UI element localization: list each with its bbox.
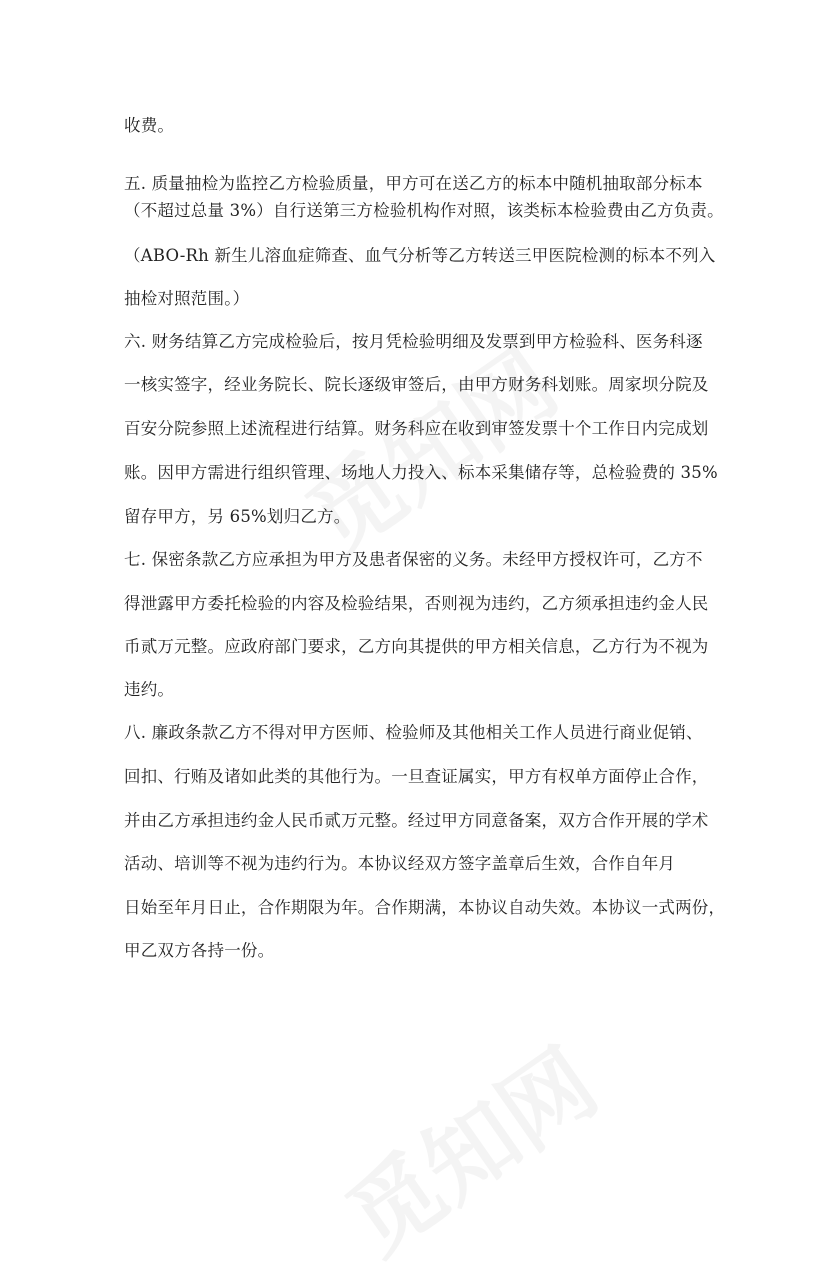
watermark xyxy=(317,1013,619,1279)
text-line: （不超过总量 3%）自行送第三方检验机构作对照，该类标本检验费由乙方负责。 xyxy=(124,201,724,220)
text-line: 日始至年月日止，合作期限为年。合作期满，本协议自动失效。本协议一式两份， xyxy=(124,898,726,917)
text-line: 活动、培训等不视为违约行为。本协议经双方签字盖章后生效，合作自年月 xyxy=(124,854,676,873)
text-line: 五. 质量抽检为监控乙方检验质量，甲方可在送乙方的标本中随机抽取部分标本 xyxy=(124,174,703,193)
text-line: 七. 保密条款乙方应承担为甲方及患者保密的义务。未经甲方授权许可，乙方不 xyxy=(124,550,703,569)
text-line: 回扣、行贿及诸如此类的其他行为。一旦查证属实，甲方有权单方面停止合作， xyxy=(124,767,709,786)
text-line: 得泄露甲方委托检验的内容及检验结果，否则视为违约，乙方须承担违约金人民 xyxy=(124,594,709,613)
text-line: 百安分院参照上述流程进行结算。财务科应在收到审签发票十个工作日内完成划 xyxy=(124,419,709,438)
text-line: 违约。 xyxy=(124,680,175,699)
text-line: 甲乙双方各持一份。 xyxy=(124,941,275,960)
text-line: 八. 廉政条款乙方不得对甲方医师、检验师及其他相关工作人员进行商业促销、 xyxy=(124,723,703,742)
text-line: 收费。 xyxy=(124,116,175,135)
text-line: 并由乙方承担违约金人民币贰万元整。经过甲方同意备案，双方合作开展的学术 xyxy=(124,811,709,830)
text-line: （ABO-Rh 新生儿溶血症筛查、血气分析等乙方转送三甲医院检测的标本不列入 xyxy=(124,246,716,265)
text-line: 留存甲方，另 65%划归乙方。 xyxy=(124,507,351,526)
text-line: 币贰万元整。应政府部门要求，乙方向其提供的甲方相关信息，乙方行为不视为 xyxy=(124,637,709,656)
text-line: 一核实签字，经业务院长、院长逐级审签后，由甲方财务科划账。周家坝分院及 xyxy=(124,375,709,394)
text-line: 六. 财务结算乙方完成检验后，按月凭检验明细及发票到甲方检验科、医务科逐 xyxy=(124,332,703,351)
text-line: 账。因甲方需进行组织管理、场地人力投入、标本采集储存等，总检验费的 35% xyxy=(124,463,718,482)
text-line: 抽检对照范围。） xyxy=(124,289,250,308)
